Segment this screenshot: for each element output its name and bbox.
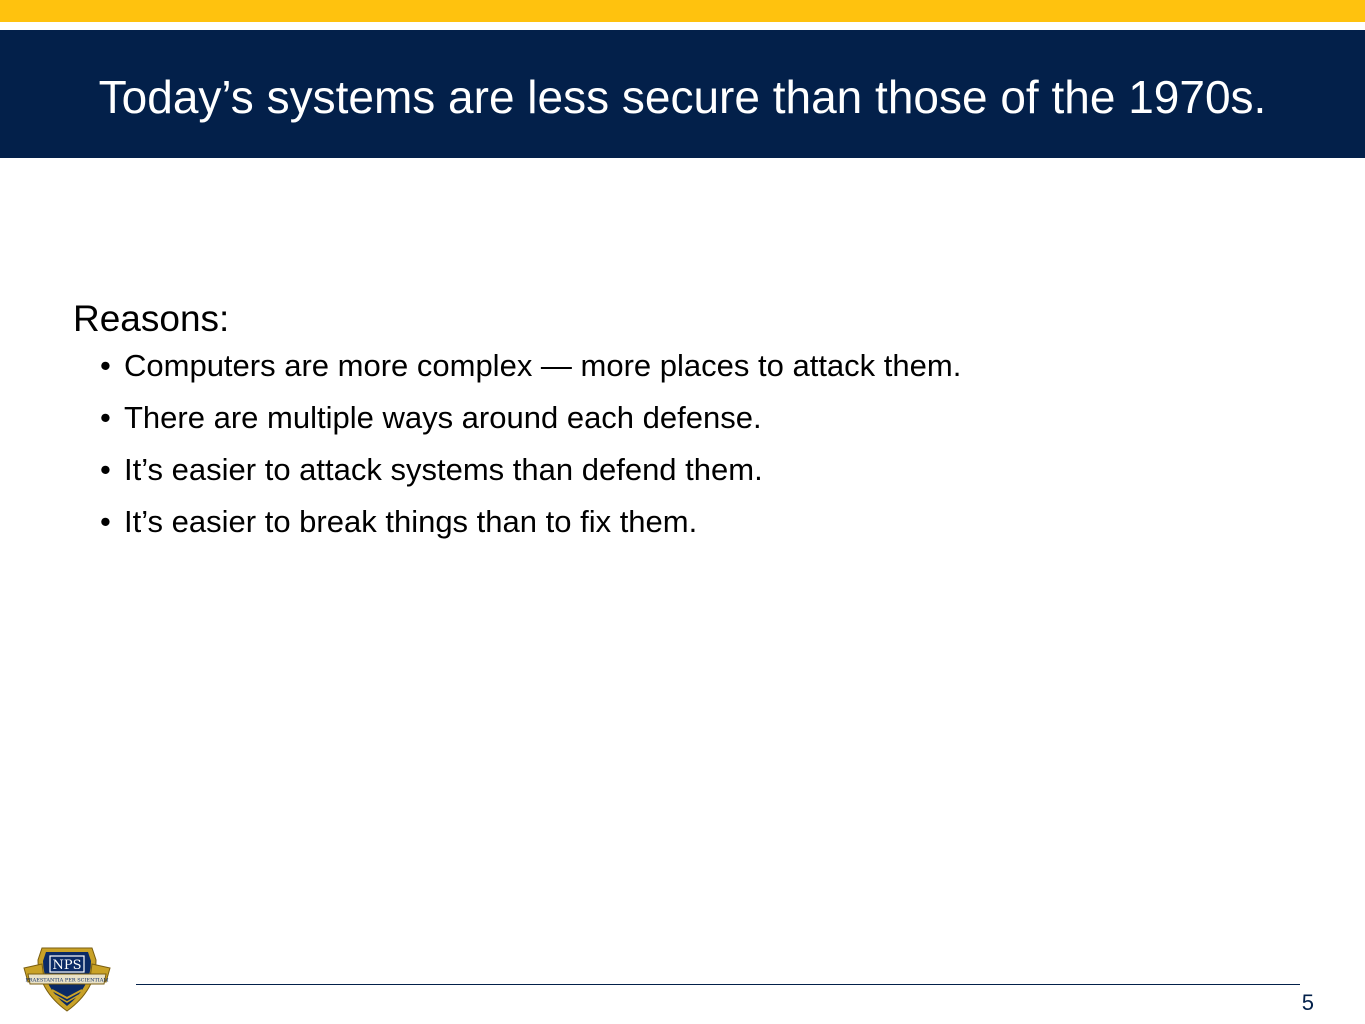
slide-title: Today’s systems are less secure than those of the 1970s. (98, 71, 1267, 123)
bullet-icon: • (100, 452, 111, 487)
bullet-icon: • (100, 400, 111, 435)
top-gold-bar (0, 0, 1365, 22)
page-number: 5 (1301, 990, 1314, 1015)
bullet-icon: • (100, 348, 111, 383)
list-item (73, 400, 1273, 452)
list-item-text: Computers are more complex — more places to attack them. (124, 348, 962, 383)
svg-text:PRAESTANTIA PER SCIENTIAM: PRAESTANTIA PER SCIENTIAM (25, 977, 109, 984)
list-item (73, 348, 1273, 400)
footer-divider (136, 984, 1300, 985)
slide-body (73, 296, 1273, 556)
header-separator (0, 22, 1365, 30)
reasons-list (73, 348, 1273, 556)
nps-crest-icon (22, 944, 112, 1014)
list-item (73, 504, 1273, 556)
svg-text:NPS: NPS (52, 958, 82, 973)
reasons-heading: Reasons: (73, 298, 230, 339)
list-item-text: It’s easier to attack systems than defend them. (124, 452, 763, 487)
bullet-icon: • (100, 504, 111, 539)
list-item (73, 452, 1273, 504)
list-item-text: It’s easier to break things than to fix them. (124, 504, 698, 539)
list-item-text: There are multiple ways around each defense. (124, 400, 762, 435)
